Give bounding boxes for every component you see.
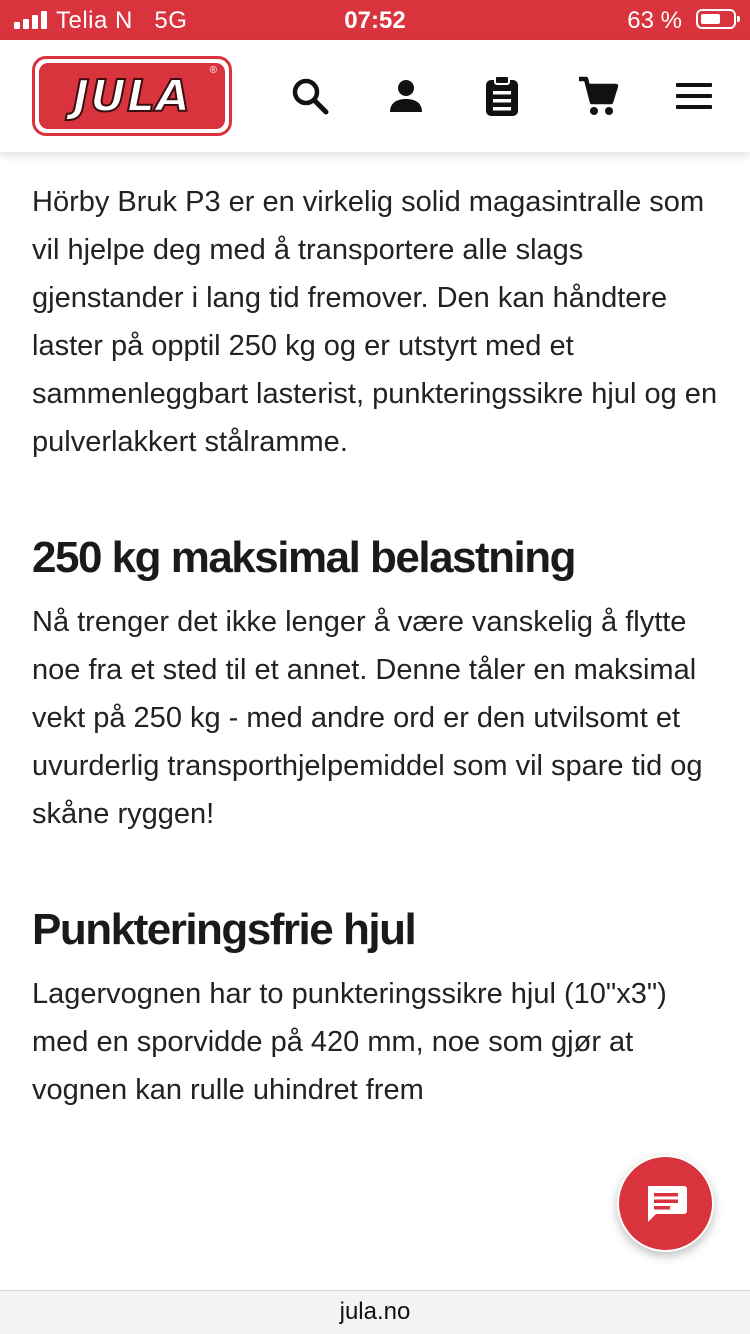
clock: 07:52 bbox=[344, 7, 406, 34]
section-heading-wheels: Punkteringsfrie hjul bbox=[32, 905, 416, 954]
browser-url-bar[interactable] bbox=[0, 1290, 750, 1334]
battery-level-fill bbox=[701, 14, 720, 24]
battery-icon bbox=[696, 9, 736, 29]
logo-text: JULA bbox=[72, 70, 192, 122]
url-text: jula.no bbox=[339, 1298, 411, 1325]
product-description bbox=[32, 152, 722, 1114]
network-type: 5G bbox=[154, 7, 188, 34]
section-body-max-load: Nå trenger det ikke lenger å være vanskelig å flytte noe fra et sted til et annet. Denne tåler en maksimal vekt på 250 kg - med andre ord er den utvilsomt et uvurderlig transporthjelpemiddel som vil spare tid og skåne ryggen! bbox=[32, 606, 703, 830]
menu-icon[interactable] bbox=[672, 74, 716, 118]
shopping-list-icon[interactable] bbox=[480, 74, 524, 118]
carrier-name: Telia N bbox=[56, 7, 133, 34]
account-icon[interactable] bbox=[384, 74, 428, 118]
section-heading-max-load: 250 kg maksimal belastning bbox=[32, 533, 576, 582]
chat-button[interactable] bbox=[617, 1155, 714, 1252]
jula-logo[interactable]: JULA ® bbox=[32, 56, 232, 136]
chat-icon bbox=[644, 1184, 688, 1224]
intro-paragraph: Hörby Bruk P3 er en virkelig solid magasintralle som vil hjelpe deg med å transportere alle slags gjenstander i lang tid fremover. Den kan håndtere laster på opptil 250 kg og er utstyrt med et sammenleggbart lasterist, punkteringssikre hjul og en pulverlakkert stålramme. bbox=[32, 186, 718, 458]
cart-icon[interactable] bbox=[576, 74, 620, 118]
search-icon[interactable] bbox=[288, 74, 332, 118]
status-bar bbox=[0, 0, 750, 40]
battery-percent: 63 % bbox=[627, 7, 682, 34]
site-header bbox=[0, 40, 750, 152]
section-body-wheels: Lagervognen har to punkteringssikre hjul (10"x3") med en sporvidde på 420 mm, noe som gjør at vognen kan rulle uhindret frem bbox=[32, 978, 667, 1106]
